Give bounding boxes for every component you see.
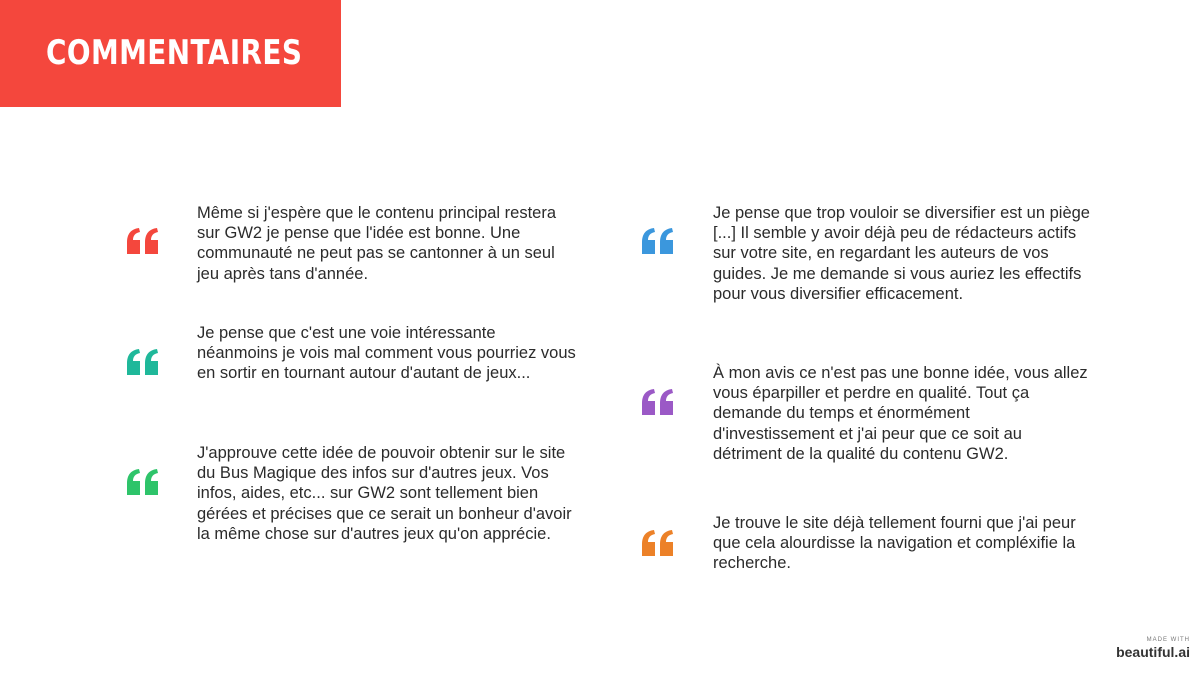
quote-icon [125, 228, 161, 254]
quote-icon [640, 228, 676, 254]
quote-icon [125, 469, 161, 495]
comment-text: À mon avis ce n'est pas une bonne idée, vous allez vous éparpiller et perdre en qualité. Tout ça demande du temps et énormément d'investissement et j'ai peur que ce soit au détriment de la qualité du contenu GW2. [713, 364, 1088, 463]
quote-icon [640, 389, 676, 415]
comment-text: Je pense que c'est une voie intéressante néanmoins je vois mal comment vous pourriez vous en sortir en tournant autour d'autant de jeux... [197, 324, 576, 383]
quote-icon [125, 349, 161, 375]
page-title: COMMENTAIRES [46, 33, 303, 73]
comment-text: Même si j'espère que le contenu principal restera sur GW2 je pense que l'idée est bonne. Une communauté ne peut pas se cantonner à un seul jeu après tans d'année. [197, 204, 557, 283]
made-with-label: MADE WITH [1146, 637, 1190, 643]
title-banner [0, 0, 341, 107]
brand-logo: beautiful.ai [1116, 644, 1190, 660]
quote-icon [640, 530, 676, 556]
branding[interactable] [1116, 636, 1190, 660]
comment-text: Je pense que trop vouloir se diversifier est un piège [...] Il semble y avoir déjà peu de rédacteurs actifs sur votre site, en regardant les auteurs de vos guides. Je me demande si vous auriez les effectifs pour vous diversifier efficacement. [713, 204, 1090, 303]
comment-text: Je trouve le site déjà tellement fourni que j'ai peur que cela alourdisse la navigation et compléxifie la recherche. [713, 514, 1076, 573]
comment-text: J'approuve cette idée de pouvoir obtenir sur le site du Bus Magique des infos sur d'autres jeux. Vos infos, aides, etc... sur GW2 sont tellement bien gérées et précises que ce serait un bonheur d'avoir la même chose sur d'autres jeux qu'on apprécie. [197, 444, 572, 543]
